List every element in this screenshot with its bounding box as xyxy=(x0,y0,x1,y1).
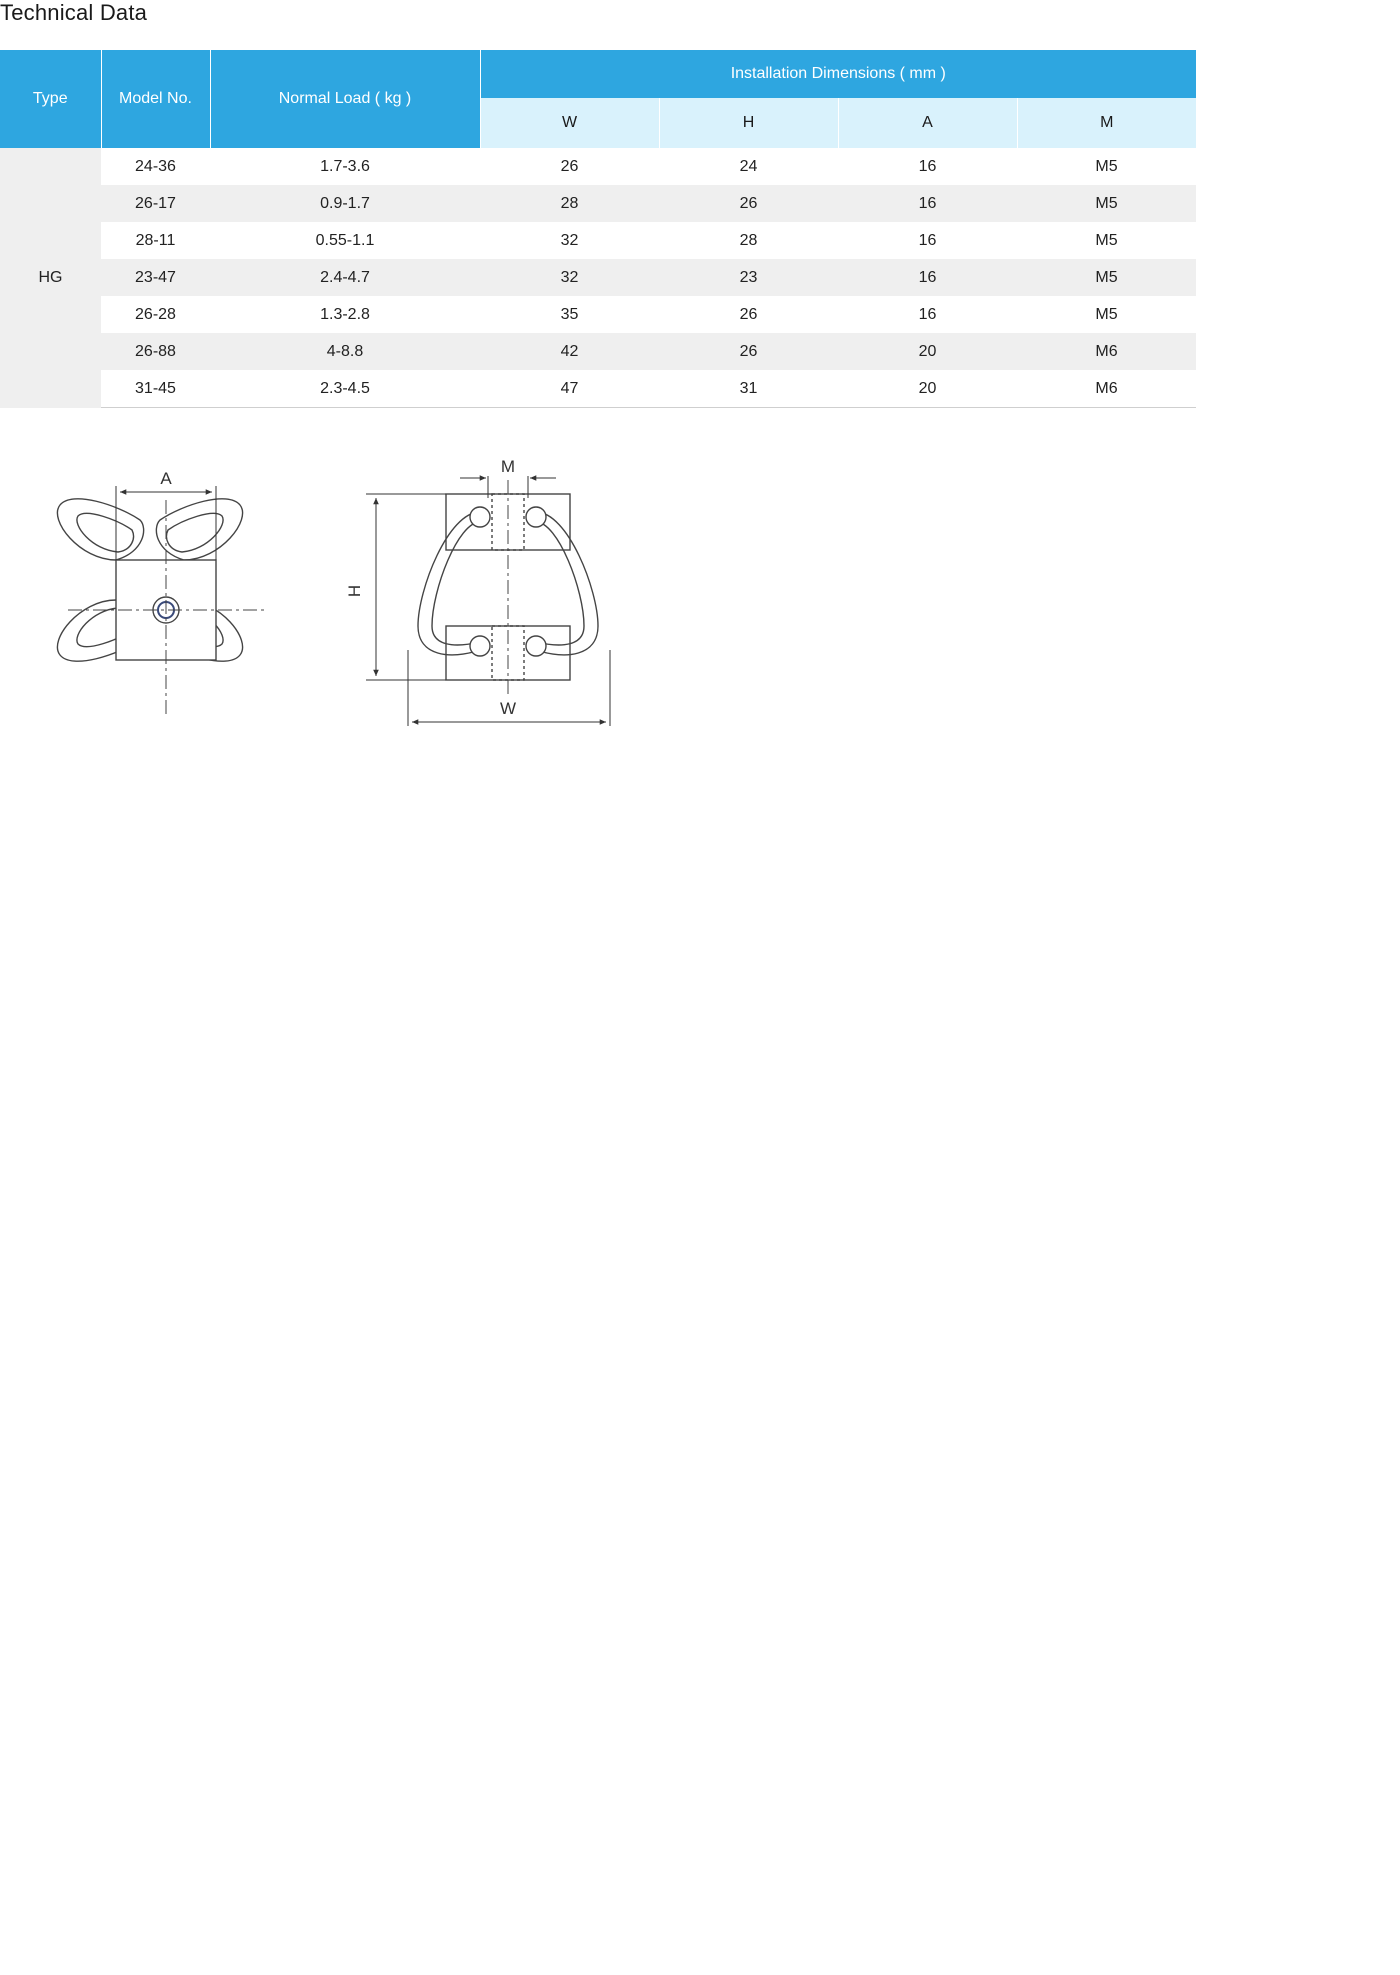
model-cell: 28-11 xyxy=(101,222,210,259)
w-cell: 47 xyxy=(480,370,659,408)
load-cell: 4-8.8 xyxy=(210,333,480,370)
table-row xyxy=(0,185,1196,222)
technical-data-table xyxy=(0,50,1196,408)
a-cell: 16 xyxy=(838,148,1017,185)
table-row xyxy=(0,148,1196,185)
model-cell: 31-45 xyxy=(101,370,210,408)
table-row xyxy=(0,259,1196,296)
a-cell: 16 xyxy=(838,222,1017,259)
h-cell: 23 xyxy=(659,259,838,296)
load-cell: 1.7-3.6 xyxy=(210,148,480,185)
header-type: Type xyxy=(0,50,101,148)
w-cell: 32 xyxy=(480,259,659,296)
w-cell: 32 xyxy=(480,222,659,259)
model-cell: 26-88 xyxy=(101,333,210,370)
header-a: A xyxy=(838,98,1017,148)
model-cell: 26-28 xyxy=(101,296,210,333)
m-cell: M5 xyxy=(1017,259,1196,296)
table-row xyxy=(0,222,1196,259)
header-h: H xyxy=(659,98,838,148)
a-cell: 20 xyxy=(838,333,1017,370)
table-row xyxy=(0,333,1196,370)
model-cell: 23-47 xyxy=(101,259,210,296)
w-cell: 26 xyxy=(480,148,659,185)
header-m: M xyxy=(1017,98,1196,148)
dimension-label-w: W xyxy=(499,699,517,718)
m-cell: M5 xyxy=(1017,222,1196,259)
m-cell: M5 xyxy=(1017,296,1196,333)
dimension-label-a: A xyxy=(160,469,172,488)
dimension-label-m: M xyxy=(500,457,516,476)
m-cell: M6 xyxy=(1017,333,1196,370)
header-model-no: Model No. xyxy=(101,50,210,148)
load-cell: 0.9-1.7 xyxy=(210,185,480,222)
dimension-label-h: H xyxy=(345,584,364,598)
m-cell: M5 xyxy=(1017,148,1196,185)
top-view-drawing xyxy=(57,499,242,661)
load-cell: 2.4-4.7 xyxy=(210,259,480,296)
page-title: Technical Data xyxy=(0,0,148,25)
w-cell: 28 xyxy=(480,185,659,222)
h-cell: 26 xyxy=(659,296,838,333)
load-cell: 2.3-4.5 xyxy=(210,370,480,408)
h-cell: 31 xyxy=(659,370,838,408)
header-installation-dimensions: Installation Dimensions ( mm ) xyxy=(480,50,1196,98)
load-cell: 1.3-2.8 xyxy=(210,296,480,333)
table-row xyxy=(0,370,1196,408)
table-row xyxy=(0,296,1196,333)
h-cell: 26 xyxy=(659,333,838,370)
h-cell: 28 xyxy=(659,222,838,259)
a-cell: 16 xyxy=(838,259,1017,296)
m-cell: M6 xyxy=(1017,370,1196,408)
model-cell: 24-36 xyxy=(101,148,210,185)
a-cell: 16 xyxy=(838,185,1017,222)
w-cell: 35 xyxy=(480,296,659,333)
header-w: W xyxy=(480,98,659,148)
installation-diagram xyxy=(40,450,640,740)
a-cell: 16 xyxy=(838,296,1017,333)
m-cell: M5 xyxy=(1017,185,1196,222)
header-normal-load: Normal Load ( kg ) xyxy=(210,50,480,148)
model-cell: 26-17 xyxy=(101,185,210,222)
type-cell: HG xyxy=(0,148,101,408)
w-cell: 42 xyxy=(480,333,659,370)
a-cell: 20 xyxy=(838,370,1017,408)
load-cell: 0.55-1.1 xyxy=(210,222,480,259)
h-cell: 26 xyxy=(659,185,838,222)
h-cell: 24 xyxy=(659,148,838,185)
